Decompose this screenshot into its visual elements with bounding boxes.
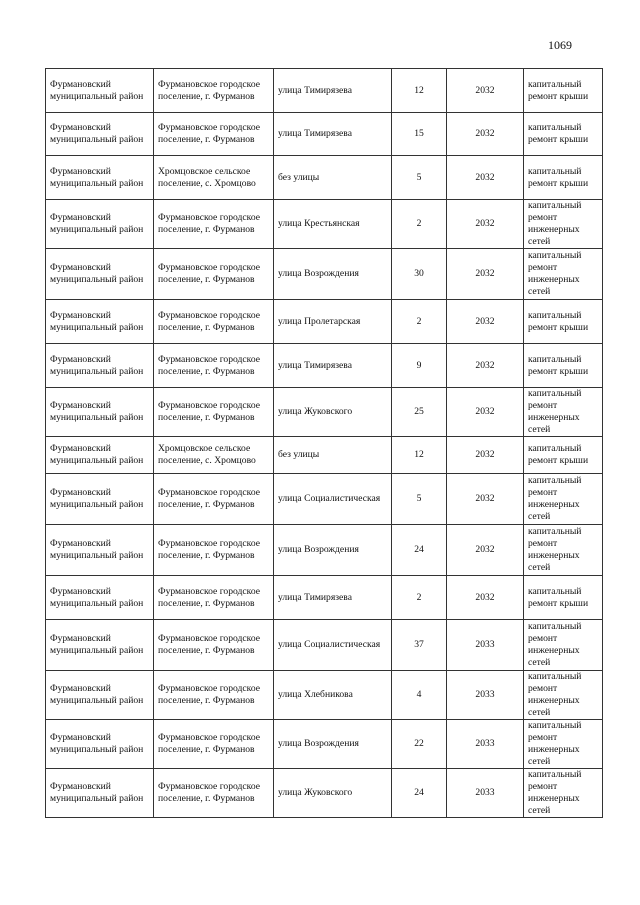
year-cell: 2032 [447,200,524,249]
house-number-cell: 2 [392,576,447,620]
district-cell: Фурмановский муниципальный район [46,69,154,113]
table-row [46,671,603,720]
street-cell: улица Крестьянская [274,200,392,249]
settlement-cell: Фурмановское городское поселение, г. Фурманов [154,113,274,156]
table-row [46,388,603,437]
settlement-cell: Фурмановское городское поселение, г. Фурманов [154,69,274,113]
work-type-cell: капитальный ремонт крыши [524,113,603,156]
year-cell: 2033 [447,769,524,818]
table-row [46,769,603,818]
street-cell: улица Жуковского [274,769,392,818]
district-cell: Фурмановский муниципальный район [46,576,154,620]
street-cell: улица Жуковского [274,388,392,437]
work-type-cell: капитальный ремонт инженерных сетей [524,720,603,769]
page-number: 1069 [548,38,572,52]
street-cell: без улицы [274,156,392,200]
house-number-cell: 25 [392,388,447,437]
table-row [46,344,603,388]
work-type-cell: капитальный ремонт инженерных сетей [524,200,603,249]
work-type-cell: капитальный ремонт крыши [524,69,603,113]
district-cell: Фурмановский муниципальный район [46,249,154,300]
settlement-cell: Фурмановское городское поселение, г. Фурманов [154,388,274,437]
work-type-cell: капитальный ремонт крыши [524,576,603,620]
table-row [46,113,603,156]
street-cell: улица Хлебникова [274,671,392,720]
work-type-cell: капитальный ремонт инженерных сетей [524,525,603,576]
street-cell: улица Социалистическая [274,620,392,671]
work-type-cell: капитальный ремонт инженерных сетей [524,620,603,671]
year-cell: 2032 [447,474,524,525]
work-type-cell: капитальный ремонт инженерных сетей [524,388,603,437]
table-row [46,300,603,344]
work-type-cell: капитальный ремонт инженерных сетей [524,769,603,818]
settlement-cell: Хромцовское сельское поселение, с. Хромцово [154,437,274,474]
table-row [46,437,603,474]
work-type-cell: капитальный ремонт крыши [524,300,603,344]
year-cell: 2032 [447,576,524,620]
house-number-cell: 12 [392,437,447,474]
work-type-cell: капитальный ремонт инженерных сетей [524,474,603,525]
work-type-cell: капитальный ремонт крыши [524,437,603,474]
district-cell: Фурмановский муниципальный район [46,720,154,769]
street-cell: без улицы [274,437,392,474]
settlement-cell: Фурмановское городское поселение, г. Фурманов [154,249,274,300]
work-type-cell: капитальный ремонт крыши [524,344,603,388]
settlement-cell: Фурмановское городское поселение, г. Фурманов [154,720,274,769]
year-cell: 2032 [447,344,524,388]
year-cell: 2032 [447,113,524,156]
district-cell: Фурмановский муниципальный район [46,620,154,671]
settlement-cell: Фурмановское городское поселение, г. Фурманов [154,300,274,344]
settlement-cell: Фурмановское городское поселение, г. Фурманов [154,671,274,720]
year-cell: 2032 [447,525,524,576]
house-number-cell: 22 [392,720,447,769]
year-cell: 2033 [447,720,524,769]
table-row [46,69,603,113]
work-type-cell: капитальный ремонт инженерных сетей [524,249,603,300]
district-cell: Фурмановский муниципальный район [46,671,154,720]
table-row [46,156,603,200]
settlement-cell: Фурмановское городское поселение, г. Фурманов [154,576,274,620]
district-cell: Фурмановский муниципальный район [46,525,154,576]
district-cell: Фурмановский муниципальный район [46,388,154,437]
year-cell: 2032 [447,156,524,200]
street-cell: улица Тимирязева [274,113,392,156]
street-cell: улица Возрождения [274,249,392,300]
settlement-cell: Фурмановское городское поселение, г. Фурманов [154,525,274,576]
house-number-cell: 30 [392,249,447,300]
table-row [46,620,603,671]
year-cell: 2032 [447,300,524,344]
street-cell: улица Возрождения [274,720,392,769]
year-cell: 2032 [447,388,524,437]
house-number-cell: 2 [392,200,447,249]
table-row [46,474,603,525]
table-row [46,249,603,300]
district-cell: Фурмановский муниципальный район [46,769,154,818]
settlement-cell: Фурмановское городское поселение, г. Фурманов [154,769,274,818]
house-number-cell: 5 [392,156,447,200]
settlement-cell: Фурмановское городское поселение, г. Фурманов [154,344,274,388]
house-number-cell: 37 [392,620,447,671]
district-cell: Фурмановский муниципальный район [46,113,154,156]
house-number-cell: 5 [392,474,447,525]
street-cell: улица Тимирязева [274,576,392,620]
year-cell: 2033 [447,671,524,720]
street-cell: улица Тимирязева [274,69,392,113]
table-row [46,576,603,620]
district-cell: Фурмановский муниципальный район [46,200,154,249]
table-row [46,720,603,769]
year-cell: 2033 [447,620,524,671]
house-number-cell: 9 [392,344,447,388]
settlement-cell: Фурмановское городское поселение, г. Фурманов [154,200,274,249]
housing-repair-table [45,68,603,818]
settlement-cell: Фурмановское городское поселение, г. Фурманов [154,620,274,671]
settlement-cell: Хромцовское сельское поселение, с. Хромцово [154,156,274,200]
street-cell: улица Социалистическая [274,474,392,525]
street-cell: улица Пролетарская [274,300,392,344]
house-number-cell: 2 [392,300,447,344]
table-row [46,525,603,576]
district-cell: Фурмановский муниципальный район [46,474,154,525]
settlement-cell: Фурмановское городское поселение, г. Фурманов [154,474,274,525]
district-cell: Фурмановский муниципальный район [46,156,154,200]
year-cell: 2032 [447,437,524,474]
year-cell: 2032 [447,249,524,300]
year-cell: 2032 [447,69,524,113]
house-number-cell: 12 [392,69,447,113]
house-number-cell: 15 [392,113,447,156]
work-type-cell: капитальный ремонт крыши [524,156,603,200]
house-number-cell: 24 [392,769,447,818]
street-cell: улица Возрождения [274,525,392,576]
house-number-cell: 24 [392,525,447,576]
district-cell: Фурмановский муниципальный район [46,300,154,344]
house-number-cell: 4 [392,671,447,720]
district-cell: Фурмановский муниципальный район [46,437,154,474]
district-cell: Фурмановский муниципальный район [46,344,154,388]
work-type-cell: капитальный ремонт инженерных сетей [524,671,603,720]
street-cell: улица Тимирязева [274,344,392,388]
table-row [46,200,603,249]
